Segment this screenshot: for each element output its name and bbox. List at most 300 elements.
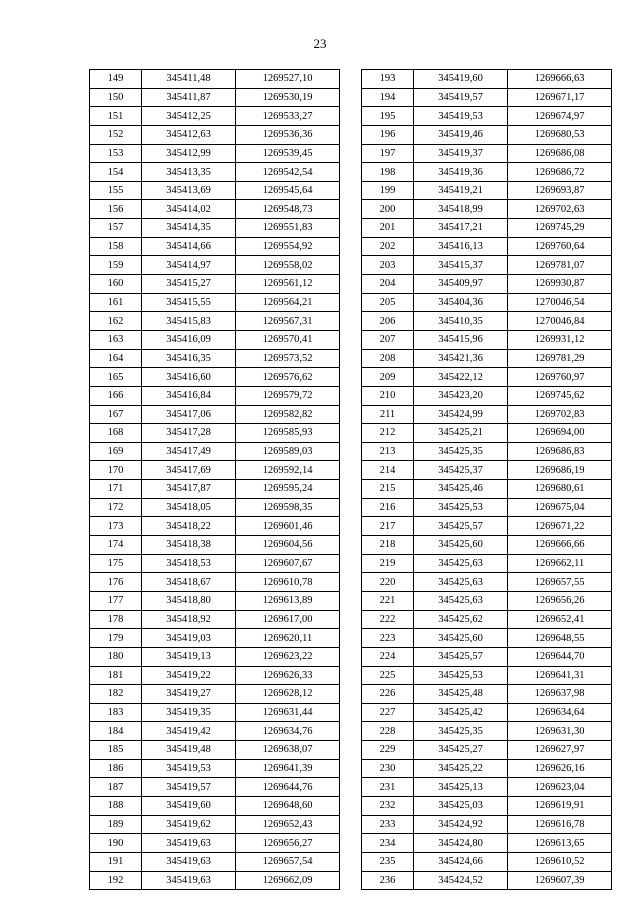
point-number-cell: 204 <box>362 275 414 294</box>
y-coordinate-cell: 1269626,16 <box>508 759 612 778</box>
point-number-cell: 191 <box>90 852 142 871</box>
table-row <box>90 722 340 741</box>
point-number-cell: 222 <box>362 610 414 629</box>
x-coordinate-cell: 345425,37 <box>414 461 508 480</box>
table-row <box>362 70 612 89</box>
point-number-cell: 212 <box>362 424 414 443</box>
y-coordinate-cell: 1269567,31 <box>236 312 340 331</box>
y-coordinate-cell: 1269533,27 <box>236 107 340 126</box>
y-coordinate-cell: 1269545,64 <box>236 181 340 200</box>
point-number-cell: 182 <box>90 685 142 704</box>
x-coordinate-cell: 345419,46 <box>414 125 508 144</box>
x-coordinate-cell: 345425,60 <box>414 629 508 648</box>
table-row <box>90 163 340 182</box>
y-coordinate-cell: 1270046,84 <box>508 312 612 331</box>
x-coordinate-cell: 345415,37 <box>414 256 508 275</box>
x-coordinate-cell: 345418,92 <box>142 610 236 629</box>
y-coordinate-cell: 1269686,83 <box>508 442 612 461</box>
y-coordinate-cell: 1269530,19 <box>236 88 340 107</box>
table-row <box>362 349 612 368</box>
y-coordinate-cell: 1269617,00 <box>236 610 340 629</box>
y-coordinate-cell: 1269527,10 <box>236 70 340 89</box>
point-number-cell: 211 <box>362 405 414 424</box>
table-row <box>362 536 612 555</box>
table-row <box>90 237 340 256</box>
table-row <box>90 442 340 461</box>
point-number-cell: 192 <box>90 871 142 890</box>
x-coordinate-cell: 345412,63 <box>142 125 236 144</box>
table-row <box>362 442 612 461</box>
table-row <box>90 461 340 480</box>
table-row <box>90 536 340 555</box>
point-number-cell: 189 <box>90 815 142 834</box>
x-coordinate-cell: 345422,12 <box>414 368 508 387</box>
point-number-cell: 201 <box>362 219 414 238</box>
y-coordinate-cell: 1269564,21 <box>236 293 340 312</box>
y-coordinate-cell: 1269781,07 <box>508 256 612 275</box>
y-coordinate-cell: 1269558,02 <box>236 256 340 275</box>
y-coordinate-cell: 1269613,89 <box>236 591 340 610</box>
x-coordinate-cell: 345409,97 <box>414 275 508 294</box>
table-row <box>362 163 612 182</box>
y-coordinate-cell: 1269548,73 <box>236 200 340 219</box>
table-row <box>362 741 612 760</box>
table-row <box>362 685 612 704</box>
x-coordinate-cell: 345415,83 <box>142 312 236 331</box>
x-coordinate-cell: 345425,27 <box>414 741 508 760</box>
x-coordinate-cell: 345413,69 <box>142 181 236 200</box>
point-number-cell: 226 <box>362 685 414 704</box>
y-coordinate-cell: 1269657,54 <box>236 852 340 871</box>
x-coordinate-cell: 345416,35 <box>142 349 236 368</box>
x-coordinate-cell: 345425,57 <box>414 647 508 666</box>
y-coordinate-cell: 1269930,87 <box>508 275 612 294</box>
table-row <box>90 834 340 853</box>
x-coordinate-cell: 345425,48 <box>414 685 508 704</box>
y-coordinate-cell: 1269652,43 <box>236 815 340 834</box>
y-coordinate-cell: 1269610,78 <box>236 573 340 592</box>
y-coordinate-cell: 1269931,12 <box>508 330 612 349</box>
point-number-cell: 197 <box>362 144 414 163</box>
table-row <box>90 424 340 443</box>
y-coordinate-cell: 1269604,56 <box>236 536 340 555</box>
point-number-cell: 178 <box>90 610 142 629</box>
point-number-cell: 190 <box>90 834 142 853</box>
point-number-cell: 185 <box>90 741 142 760</box>
x-coordinate-cell: 345419,48 <box>142 741 236 760</box>
x-coordinate-cell: 345425,03 <box>414 796 508 815</box>
table-row <box>90 293 340 312</box>
x-coordinate-cell: 345419,62 <box>142 815 236 834</box>
table-row <box>90 759 340 778</box>
y-coordinate-cell: 1269628,12 <box>236 685 340 704</box>
y-coordinate-cell: 1269745,29 <box>508 219 612 238</box>
point-number-cell: 207 <box>362 330 414 349</box>
y-coordinate-cell: 1269760,64 <box>508 237 612 256</box>
x-coordinate-cell: 345417,69 <box>142 461 236 480</box>
x-coordinate-cell: 345417,06 <box>142 405 236 424</box>
point-number-cell: 174 <box>90 536 142 555</box>
point-number-cell: 210 <box>362 386 414 405</box>
x-coordinate-cell: 345425,21 <box>414 424 508 443</box>
point-number-cell: 223 <box>362 629 414 648</box>
y-coordinate-cell: 1269582,82 <box>236 405 340 424</box>
table-row <box>362 591 612 610</box>
table-row <box>362 480 612 499</box>
table-row <box>90 480 340 499</box>
y-coordinate-cell: 1269637,98 <box>508 685 612 704</box>
y-coordinate-cell: 1269631,30 <box>508 722 612 741</box>
y-coordinate-cell: 1269598,35 <box>236 498 340 517</box>
y-coordinate-cell: 1269631,44 <box>236 703 340 722</box>
x-coordinate-cell: 345419,63 <box>142 834 236 853</box>
point-number-cell: 165 <box>90 368 142 387</box>
table-row <box>362 424 612 443</box>
point-number-cell: 161 <box>90 293 142 312</box>
y-coordinate-cell: 1269671,17 <box>508 88 612 107</box>
y-coordinate-cell: 1269656,27 <box>236 834 340 853</box>
y-coordinate-cell: 1269657,55 <box>508 573 612 592</box>
point-number-cell: 194 <box>362 88 414 107</box>
x-coordinate-cell: 345419,57 <box>142 778 236 797</box>
point-number-cell: 233 <box>362 815 414 834</box>
x-coordinate-cell: 345419,27 <box>142 685 236 704</box>
point-number-cell: 181 <box>90 666 142 685</box>
y-coordinate-cell: 1269542,54 <box>236 163 340 182</box>
table-row <box>362 219 612 238</box>
x-coordinate-cell: 345424,52 <box>414 871 508 890</box>
y-coordinate-cell: 1269648,60 <box>236 796 340 815</box>
point-number-cell: 163 <box>90 330 142 349</box>
x-coordinate-cell: 345425,35 <box>414 442 508 461</box>
y-coordinate-cell: 1269686,72 <box>508 163 612 182</box>
table-row <box>362 200 612 219</box>
x-coordinate-cell: 345425,63 <box>414 573 508 592</box>
table-row <box>362 647 612 666</box>
x-coordinate-cell: 345424,80 <box>414 834 508 853</box>
table-row <box>362 405 612 424</box>
table-row <box>362 573 612 592</box>
table-row <box>90 591 340 610</box>
x-coordinate-cell: 345419,13 <box>142 647 236 666</box>
coordinates-table-right <box>361 69 612 890</box>
x-coordinate-cell: 345414,35 <box>142 219 236 238</box>
y-coordinate-cell: 1269607,67 <box>236 554 340 573</box>
table-row <box>90 498 340 517</box>
table-row <box>362 88 612 107</box>
point-number-cell: 169 <box>90 442 142 461</box>
point-number-cell: 200 <box>362 200 414 219</box>
y-coordinate-cell: 1269570,41 <box>236 330 340 349</box>
x-coordinate-cell: 345417,49 <box>142 442 236 461</box>
x-coordinate-cell: 345423,20 <box>414 386 508 405</box>
y-coordinate-cell: 1269693,87 <box>508 181 612 200</box>
y-coordinate-cell: 1269760,97 <box>508 368 612 387</box>
point-number-cell: 186 <box>90 759 142 778</box>
y-coordinate-cell: 1269576,62 <box>236 368 340 387</box>
point-number-cell: 229 <box>362 741 414 760</box>
x-coordinate-cell: 345418,38 <box>142 536 236 555</box>
point-number-cell: 219 <box>362 554 414 573</box>
table-row <box>362 181 612 200</box>
table-row <box>90 796 340 815</box>
y-coordinate-cell: 1269638,07 <box>236 741 340 760</box>
y-coordinate-cell: 1269666,63 <box>508 70 612 89</box>
table-row <box>90 256 340 275</box>
x-coordinate-cell: 345424,92 <box>414 815 508 834</box>
point-number-cell: 175 <box>90 554 142 573</box>
table-row <box>90 573 340 592</box>
x-coordinate-cell: 345413,35 <box>142 163 236 182</box>
table-row <box>90 871 340 890</box>
point-number-cell: 170 <box>90 461 142 480</box>
x-coordinate-cell: 345419,53 <box>142 759 236 778</box>
x-coordinate-cell: 345415,27 <box>142 275 236 294</box>
x-coordinate-cell: 345418,53 <box>142 554 236 573</box>
point-number-cell: 183 <box>90 703 142 722</box>
point-number-cell: 176 <box>90 573 142 592</box>
table-row <box>90 312 340 331</box>
table-row <box>90 107 340 126</box>
y-coordinate-cell: 1269619,91 <box>508 796 612 815</box>
table-row <box>90 219 340 238</box>
x-coordinate-cell: 345417,21 <box>414 219 508 238</box>
table-row <box>90 685 340 704</box>
table-row <box>90 666 340 685</box>
y-coordinate-cell: 1269702,63 <box>508 200 612 219</box>
table-row <box>362 312 612 331</box>
y-coordinate-cell: 1269671,22 <box>508 517 612 536</box>
x-coordinate-cell: 345425,63 <box>414 554 508 573</box>
point-number-cell: 217 <box>362 517 414 536</box>
y-coordinate-cell: 1269607,39 <box>508 871 612 890</box>
x-coordinate-cell: 345425,63 <box>414 591 508 610</box>
y-coordinate-cell: 1269674,97 <box>508 107 612 126</box>
y-coordinate-cell: 1269592,14 <box>236 461 340 480</box>
point-number-cell: 172 <box>90 498 142 517</box>
point-number-cell: 151 <box>90 107 142 126</box>
y-coordinate-cell: 1269610,52 <box>508 852 612 871</box>
table-row <box>362 852 612 871</box>
point-number-cell: 149 <box>90 70 142 89</box>
table-row <box>362 722 612 741</box>
point-number-cell: 221 <box>362 591 414 610</box>
y-coordinate-cell: 1269623,04 <box>508 778 612 797</box>
table-row <box>90 778 340 797</box>
x-coordinate-cell: 345414,02 <box>142 200 236 219</box>
x-coordinate-cell: 345425,13 <box>414 778 508 797</box>
point-number-cell: 158 <box>90 237 142 256</box>
x-coordinate-cell: 345425,22 <box>414 759 508 778</box>
x-coordinate-cell: 345419,37 <box>414 144 508 163</box>
y-coordinate-cell: 1269551,83 <box>236 219 340 238</box>
table-row <box>90 330 340 349</box>
x-coordinate-cell: 345425,42 <box>414 703 508 722</box>
y-coordinate-cell: 1269686,08 <box>508 144 612 163</box>
point-number-cell: 213 <box>362 442 414 461</box>
x-coordinate-cell: 345421,36 <box>414 349 508 368</box>
y-coordinate-cell: 1269652,41 <box>508 610 612 629</box>
point-number-cell: 150 <box>90 88 142 107</box>
y-coordinate-cell: 1269641,39 <box>236 759 340 778</box>
y-coordinate-cell: 1269675,04 <box>508 498 612 517</box>
x-coordinate-cell: 345414,66 <box>142 237 236 256</box>
y-coordinate-cell: 1269656,26 <box>508 591 612 610</box>
point-number-cell: 220 <box>362 573 414 592</box>
table-row <box>90 554 340 573</box>
y-coordinate-cell: 1269601,46 <box>236 517 340 536</box>
point-number-cell: 180 <box>90 647 142 666</box>
point-number-cell: 214 <box>362 461 414 480</box>
x-coordinate-cell: 345418,67 <box>142 573 236 592</box>
x-coordinate-cell: 345419,60 <box>142 796 236 815</box>
table-row <box>362 498 612 517</box>
x-coordinate-cell: 345425,53 <box>414 666 508 685</box>
table-row <box>362 871 612 890</box>
y-coordinate-cell: 1269627,97 <box>508 741 612 760</box>
x-coordinate-cell: 345425,57 <box>414 517 508 536</box>
x-coordinate-cell: 345417,87 <box>142 480 236 499</box>
table-row <box>90 405 340 424</box>
x-coordinate-cell: 345419,03 <box>142 629 236 648</box>
table-row <box>362 256 612 275</box>
point-number-cell: 159 <box>90 256 142 275</box>
x-coordinate-cell: 345418,80 <box>142 591 236 610</box>
table-row <box>362 629 612 648</box>
table-row <box>90 517 340 536</box>
y-coordinate-cell: 1269680,61 <box>508 480 612 499</box>
x-coordinate-cell: 345419,21 <box>414 181 508 200</box>
y-coordinate-cell: 1269644,76 <box>236 778 340 797</box>
point-number-cell: 231 <box>362 778 414 797</box>
point-number-cell: 227 <box>362 703 414 722</box>
y-coordinate-cell: 1269613,65 <box>508 834 612 853</box>
point-number-cell: 173 <box>90 517 142 536</box>
x-coordinate-cell: 345424,99 <box>414 405 508 424</box>
y-coordinate-cell: 1269595,24 <box>236 480 340 499</box>
point-number-cell: 216 <box>362 498 414 517</box>
table-row <box>90 144 340 163</box>
y-coordinate-cell: 1269666,66 <box>508 536 612 555</box>
x-coordinate-cell: 345418,05 <box>142 498 236 517</box>
point-number-cell: 187 <box>90 778 142 797</box>
table-row <box>90 852 340 871</box>
x-coordinate-cell: 345419,53 <box>414 107 508 126</box>
x-coordinate-cell: 345419,60 <box>414 70 508 89</box>
table-row <box>362 778 612 797</box>
x-coordinate-cell: 345416,13 <box>414 237 508 256</box>
table-row <box>362 368 612 387</box>
x-coordinate-cell: 345419,57 <box>414 88 508 107</box>
table-row <box>362 125 612 144</box>
point-number-cell: 203 <box>362 256 414 275</box>
y-coordinate-cell: 1269623,22 <box>236 647 340 666</box>
x-coordinate-cell: 345425,53 <box>414 498 508 517</box>
x-coordinate-cell: 345419,36 <box>414 163 508 182</box>
x-coordinate-cell: 345416,84 <box>142 386 236 405</box>
y-coordinate-cell: 1269536,36 <box>236 125 340 144</box>
point-number-cell: 206 <box>362 312 414 331</box>
x-coordinate-cell: 345425,62 <box>414 610 508 629</box>
point-number-cell: 184 <box>90 722 142 741</box>
x-coordinate-cell: 345412,99 <box>142 144 236 163</box>
x-coordinate-cell: 345425,46 <box>414 480 508 499</box>
y-coordinate-cell: 1269662,11 <box>508 554 612 573</box>
table-row <box>362 275 612 294</box>
y-coordinate-cell: 1269781,29 <box>508 349 612 368</box>
point-number-cell: 153 <box>90 144 142 163</box>
point-number-cell: 228 <box>362 722 414 741</box>
x-coordinate-cell: 345411,87 <box>142 88 236 107</box>
table-row <box>90 125 340 144</box>
table-row <box>362 237 612 256</box>
point-number-cell: 154 <box>90 163 142 182</box>
table-row <box>362 293 612 312</box>
y-coordinate-cell: 1269644,70 <box>508 647 612 666</box>
point-number-cell: 152 <box>90 125 142 144</box>
point-number-cell: 232 <box>362 796 414 815</box>
y-coordinate-cell: 1269680,53 <box>508 125 612 144</box>
y-coordinate-cell: 1269686,19 <box>508 461 612 480</box>
y-coordinate-cell: 1269539,45 <box>236 144 340 163</box>
x-coordinate-cell: 345419,22 <box>142 666 236 685</box>
y-coordinate-cell: 1269648,55 <box>508 629 612 648</box>
y-coordinate-cell: 1269585,93 <box>236 424 340 443</box>
table-row <box>362 834 612 853</box>
table-row <box>362 107 612 126</box>
y-coordinate-cell: 1269702,83 <box>508 405 612 424</box>
y-coordinate-cell: 1269634,76 <box>236 722 340 741</box>
table-row <box>90 629 340 648</box>
x-coordinate-cell: 345412,25 <box>142 107 236 126</box>
point-number-cell: 188 <box>90 796 142 815</box>
y-coordinate-cell: 1269745,62 <box>508 386 612 405</box>
x-coordinate-cell: 345417,28 <box>142 424 236 443</box>
x-coordinate-cell: 345418,22 <box>142 517 236 536</box>
table-row <box>362 815 612 834</box>
point-number-cell: 208 <box>362 349 414 368</box>
table-row <box>362 610 612 629</box>
point-number-cell: 177 <box>90 591 142 610</box>
point-number-cell: 164 <box>90 349 142 368</box>
y-coordinate-cell: 1269579,72 <box>236 386 340 405</box>
point-number-cell: 193 <box>362 70 414 89</box>
x-coordinate-cell: 345411,48 <box>142 70 236 89</box>
point-number-cell: 196 <box>362 125 414 144</box>
table-row <box>90 200 340 219</box>
point-number-cell: 225 <box>362 666 414 685</box>
table-row <box>362 759 612 778</box>
point-number-cell: 156 <box>90 200 142 219</box>
table-row <box>362 517 612 536</box>
x-coordinate-cell: 345410,35 <box>414 312 508 331</box>
y-coordinate-cell: 1269634,64 <box>508 703 612 722</box>
x-coordinate-cell: 345425,60 <box>414 536 508 555</box>
table-row <box>90 70 340 89</box>
table-row <box>90 703 340 722</box>
table-row <box>90 368 340 387</box>
table-row <box>362 666 612 685</box>
y-coordinate-cell: 1269554,92 <box>236 237 340 256</box>
x-coordinate-cell: 345404,36 <box>414 293 508 312</box>
x-coordinate-cell: 345425,35 <box>414 722 508 741</box>
x-coordinate-cell: 345419,63 <box>142 871 236 890</box>
y-coordinate-cell: 1269641,31 <box>508 666 612 685</box>
point-number-cell: 224 <box>362 647 414 666</box>
y-coordinate-cell: 1269662,09 <box>236 871 340 890</box>
point-number-cell: 199 <box>362 181 414 200</box>
y-coordinate-cell: 1269626,33 <box>236 666 340 685</box>
